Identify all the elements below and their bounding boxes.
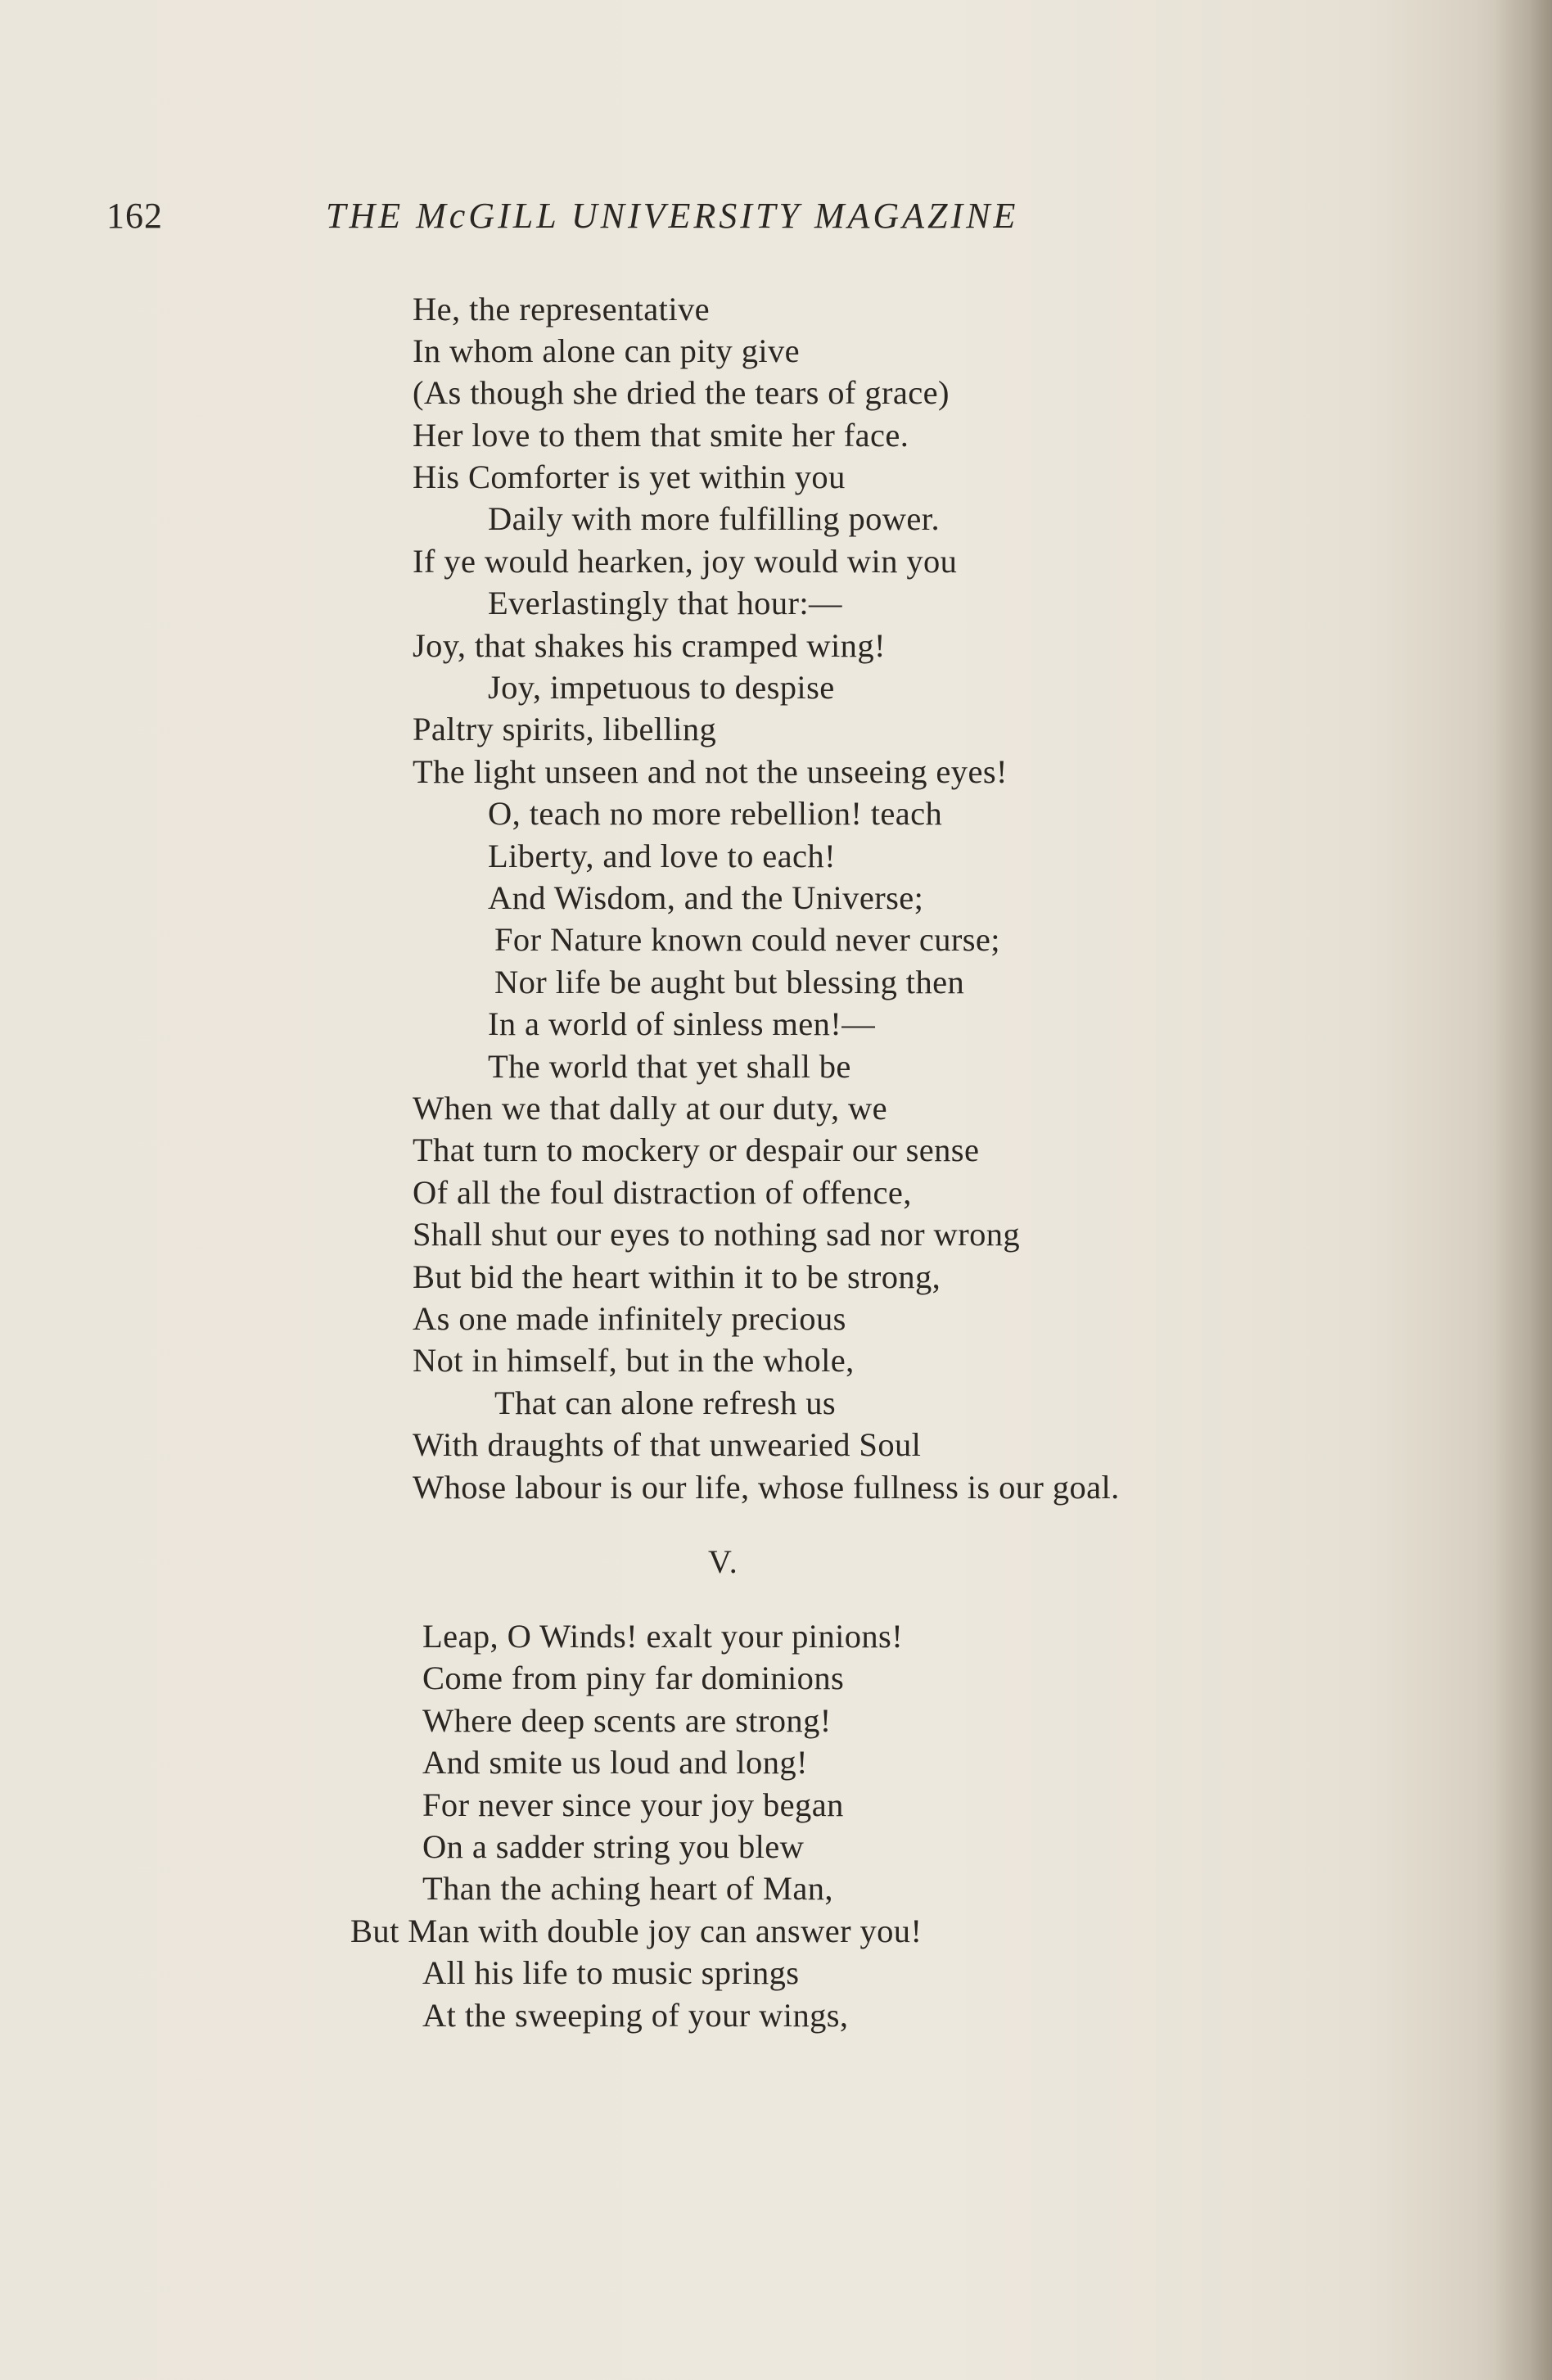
poem-line: And smite us loud and long! (422, 1744, 808, 1781)
poem-line: That turn to mockery or despair our sense (413, 1131, 980, 1168)
poem-line: That can alone refresh us (494, 1384, 837, 1421)
poem-line: Joy, that shakes his cramped wing! (413, 627, 886, 664)
poem-line: Leap, O Winds! exalt your pinions! (422, 1618, 904, 1655)
poem-line: His Comforter is yet within you (413, 458, 846, 495)
poem-line: Nor life be aught but blessing then (494, 964, 965, 1000)
poem-line: The world that yet shall be (488, 1048, 851, 1085)
poem-line: For never since your joy began (422, 1786, 844, 1823)
poem-line: He, the representative (413, 291, 710, 327)
poem-line: With draughts of that unwearied Soul (413, 1426, 922, 1463)
poem-line: Come from piny far dominions (422, 1660, 845, 1696)
poem-line: The light unseen and not the unseeing eyes! (413, 753, 1008, 790)
running-title: THE McGILL UNIVERSITY MAGAZINE (326, 196, 1019, 236)
poem-line: Paltry spirits, libelling (413, 711, 717, 747)
poem-line: At the sweeping of your wings, (422, 1997, 849, 2034)
poem-line: On a sadder string you blew (422, 1828, 805, 1865)
poem-line: Everlastingly that hour:— (488, 585, 842, 621)
poem-line: Whose labour is our life, whose fullness is our goal. (413, 1469, 1120, 1506)
poem-line: Joy, impetuous to despise (488, 669, 835, 706)
poem-line: Her love to them that smite her face. (413, 417, 909, 454)
poem-line: In whom alone can pity give (413, 332, 801, 369)
poem-line: Liberty, and love to each! (488, 838, 836, 874)
poem-line: Where deep scents are strong! (422, 1702, 832, 1739)
poem-line: (As though she dried the tears of grace) (413, 374, 950, 411)
poem-line: As one made infinitely precious (413, 1300, 846, 1337)
poem-line: O, teach no more rebellion! teach (488, 795, 943, 832)
poem-line: Not in himself, but in the whole, (413, 1342, 855, 1379)
poem-line: Of all the foul distraction of offence, (413, 1174, 912, 1211)
poem-line: If ye would hearken, joy would win you (413, 543, 958, 580)
poem-line: For Nature known could never curse; (494, 921, 1000, 958)
page-number: 162 (106, 196, 163, 236)
poem-line: When we that dally at our duty, we (413, 1090, 888, 1127)
page-header (0, 195, 1552, 252)
poem-line: All his life to music springs (422, 1954, 800, 1991)
poem-line: And Wisdom, and the Universe; (488, 879, 924, 916)
poem-line: Shall shut our eyes to nothing sad nor wrong (413, 1216, 1021, 1253)
section-numeral: V. (708, 1543, 739, 1580)
page-edge-shadow (1495, 0, 1552, 2380)
poem-line: But bid the heart within it to be strong, (413, 1258, 941, 1295)
poem-line: Than the aching heart of Man, (422, 1870, 833, 1907)
poem-line: In a world of sinless men!— (488, 1005, 876, 1042)
poem-line: But Man with double joy can answer you! (350, 1913, 923, 1949)
poem-line: Daily with more fulfilling power. (488, 500, 940, 537)
